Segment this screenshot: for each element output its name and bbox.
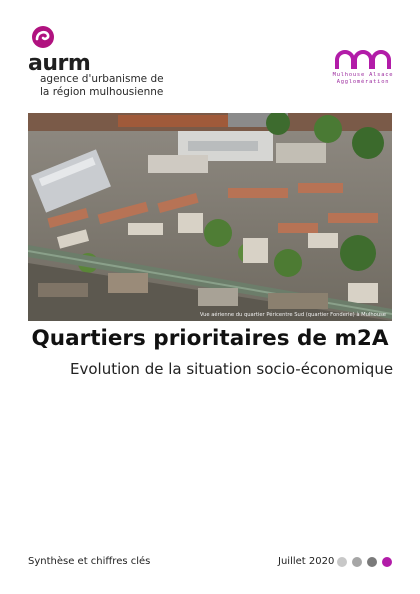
page-subtitle: Evolution de la situation socio-économique — [70, 360, 394, 378]
m2a-line-1: Mulhouse Alsace — [332, 72, 394, 78]
m2a-logo — [332, 50, 394, 90]
footer-dot-2 — [352, 557, 362, 567]
page-title: Quartiers prioritaires de m2A — [31, 326, 389, 351]
m2a-line-2: Agglomération — [336, 79, 390, 85]
aerial-city-image — [28, 113, 392, 321]
aurm-tagline-1: agence d'urbanisme de — [40, 73, 164, 85]
aurm-wordmark: aurm — [28, 51, 91, 76]
aurm-logo — [28, 22, 164, 102]
footer-dot-3 — [367, 557, 377, 567]
m2a-arches-icon — [334, 50, 392, 70]
photo-caption: Vue aérienne du quartier Péricentre Sud (quartier Fonderie) à Mulhouse — [199, 312, 386, 318]
aerial-photo — [28, 113, 392, 321]
aurm-swirl-icon — [28, 22, 58, 52]
footer-dot-1 — [337, 557, 347, 567]
footer-document-type: Synthèse et chiffres clés — [28, 556, 151, 567]
footer-dot-4 — [382, 557, 392, 567]
aurm-tagline-2: la région mulhousienne — [40, 86, 164, 98]
footer-date: Juillet 2020 — [278, 556, 335, 567]
